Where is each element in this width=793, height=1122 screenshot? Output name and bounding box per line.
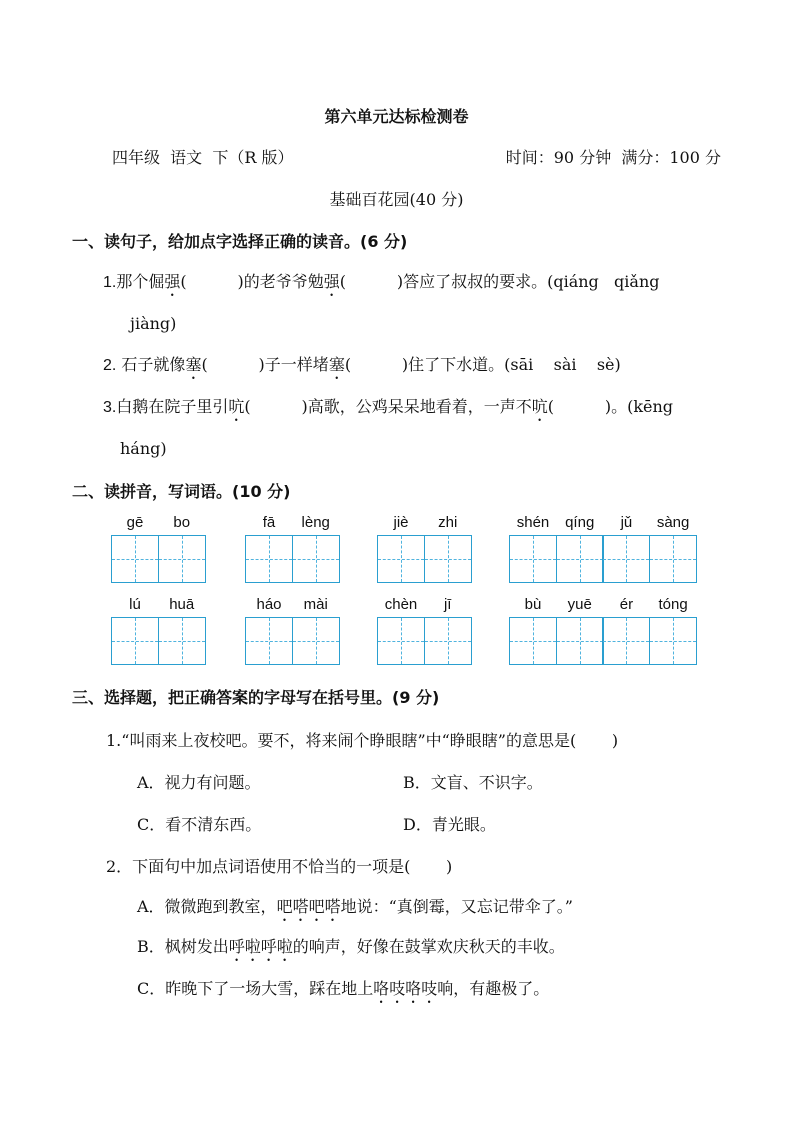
pinyin-label: zhi	[438, 514, 458, 531]
pinyin-label: huā	[169, 596, 195, 613]
option-text: 响，有趣极了。	[437, 979, 550, 998]
word-grid	[377, 596, 472, 665]
dotted-char: 强	[164, 272, 181, 291]
word-grid	[111, 596, 206, 665]
option-text: C．昨晚下了一场大雪，踩在地上	[137, 979, 374, 998]
dotted-char: 塞	[328, 355, 345, 374]
pinyin-label: gē	[126, 514, 144, 531]
pinyin-label: shén	[516, 514, 550, 531]
s3-q1-option-d: D．青光眼。	[403, 815, 496, 834]
q-number: 1.	[103, 274, 117, 291]
writing-cell[interactable]	[649, 514, 697, 583]
writing-cell[interactable]	[377, 596, 425, 665]
pinyin-label: ér	[619, 596, 634, 613]
pinyin-label: jǔ	[620, 514, 633, 531]
q-text: 那个倔	[116, 272, 165, 291]
option-text: 地说：“真倒霉，又忘记带伞了。”	[340, 897, 573, 916]
word-grid	[111, 514, 206, 583]
s3-question-1: 1.“叫雨来上夜校吧。要不，将来闹个睁眼瞎”中“睁眼瞎”的意思是( )	[106, 731, 619, 750]
part-heading: 基础百花园(40 分)	[329, 190, 464, 209]
word-grid	[509, 514, 697, 583]
s3-q1-option-c: C．看不清东西。	[137, 815, 262, 834]
word-grid	[377, 514, 472, 583]
writing-cell[interactable]	[245, 596, 293, 665]
pinyin-label: háo	[256, 596, 282, 613]
option-text: B．枫树发出	[137, 937, 229, 956]
word-grid	[245, 514, 340, 583]
s3-question-2: 2．下面句中加点词语使用不恰当的一项是( )	[106, 857, 453, 876]
writing-cell[interactable]	[556, 514, 604, 583]
dotted-char: 强	[323, 272, 340, 291]
option-text: A．微微跑到教室，	[137, 897, 277, 916]
page-title: 第六单元达标检测卷	[324, 107, 469, 126]
option-text: 的响声，好像在鼓掌欢庆秋天的丰收。	[292, 937, 565, 956]
writing-cell[interactable]	[509, 596, 557, 665]
pinyin-label: chèn	[384, 596, 418, 613]
pinyin-label: tóng	[658, 596, 688, 613]
writing-cell[interactable]	[158, 514, 206, 583]
s1-question-1-cont: jiàng)	[130, 314, 177, 333]
writing-cell[interactable]	[111, 514, 159, 583]
writing-cell[interactable]	[509, 514, 557, 583]
pinyin-label: fā	[262, 514, 276, 531]
writing-cell[interactable]	[245, 514, 293, 583]
q-text: 白鹅在院子里引	[116, 397, 229, 416]
writing-cell[interactable]	[292, 596, 340, 665]
dotted-char: 吭	[531, 397, 548, 416]
s3-q2-option-a	[137, 897, 573, 925]
section1-title: 一、读句子，给加点字选择正确的读音。(6 分)	[72, 232, 408, 251]
q-text: 石子就像	[116, 355, 186, 374]
pinyin-label: jī	[443, 596, 452, 613]
dotted-char: 塞	[185, 355, 202, 374]
pinyin-label: lèng	[301, 514, 330, 531]
dotted-word: 呼啦呼啦	[228, 937, 293, 956]
s3-q2-option-c	[137, 979, 549, 1007]
word-grid	[509, 596, 697, 665]
dotted-word: 吧嗒吧嗒	[276, 897, 341, 916]
section3-title: 三、选择题，把正确答案的字母写在括号里。(9 分)	[72, 688, 440, 707]
writing-cell[interactable]	[602, 596, 650, 665]
s3-q1-option-b: B．文盲、不识字。	[403, 773, 543, 792]
word-grid	[245, 596, 340, 665]
q-text: ( )子一样堵	[201, 355, 329, 374]
writing-cell[interactable]	[424, 514, 472, 583]
grade-info: 四年级 语文 下（R 版）	[112, 148, 294, 167]
writing-cell[interactable]	[111, 596, 159, 665]
q-text: ( )住了下水道。(sāi sài sè)	[344, 355, 621, 374]
s3-q1-option-a: A．视力有问题。	[137, 773, 261, 792]
writing-cell[interactable]	[556, 596, 604, 665]
s1-question-2	[103, 355, 621, 383]
pinyin-label: bù	[524, 596, 542, 613]
writing-cell[interactable]	[377, 514, 425, 583]
s1-question-3	[103, 397, 673, 425]
dotted-char: 吭	[228, 397, 245, 416]
writing-cell[interactable]	[292, 514, 340, 583]
q-text: ( )。(kēng	[547, 397, 674, 416]
section2-title: 二、读拼音，写词语。(10 分)	[72, 482, 291, 501]
q-number: 2.	[103, 357, 117, 374]
s1-question-1	[103, 272, 660, 300]
pinyin-label: yuē	[567, 596, 592, 613]
writing-cell[interactable]	[424, 596, 472, 665]
writing-cell[interactable]	[158, 596, 206, 665]
pinyin-label: mài	[303, 596, 328, 613]
q-number: 3.	[103, 399, 117, 416]
pinyin-label: qíng	[565, 514, 595, 531]
pinyin-label: sàng	[656, 514, 690, 531]
time-score-info: 时间：90 分钟 满分：100 分	[505, 148, 721, 167]
q-text: ( )高歌，公鸡呆呆地看着，一声不	[244, 397, 532, 416]
s1-question-3-cont: háng)	[120, 439, 167, 458]
q-text: ( )的老爷爷勉	[180, 272, 324, 291]
s3-q2-option-b	[137, 937, 565, 965]
q-text: ( )答应了叔叔的要求。(qiáng qiǎng	[339, 272, 660, 291]
pinyin-label: bo	[173, 514, 191, 531]
writing-cell[interactable]	[649, 596, 697, 665]
writing-cell[interactable]	[602, 514, 650, 583]
dotted-word: 咯吱咯吱	[373, 979, 438, 998]
pinyin-label: lú	[129, 596, 141, 613]
pinyin-label: jiè	[393, 514, 409, 531]
